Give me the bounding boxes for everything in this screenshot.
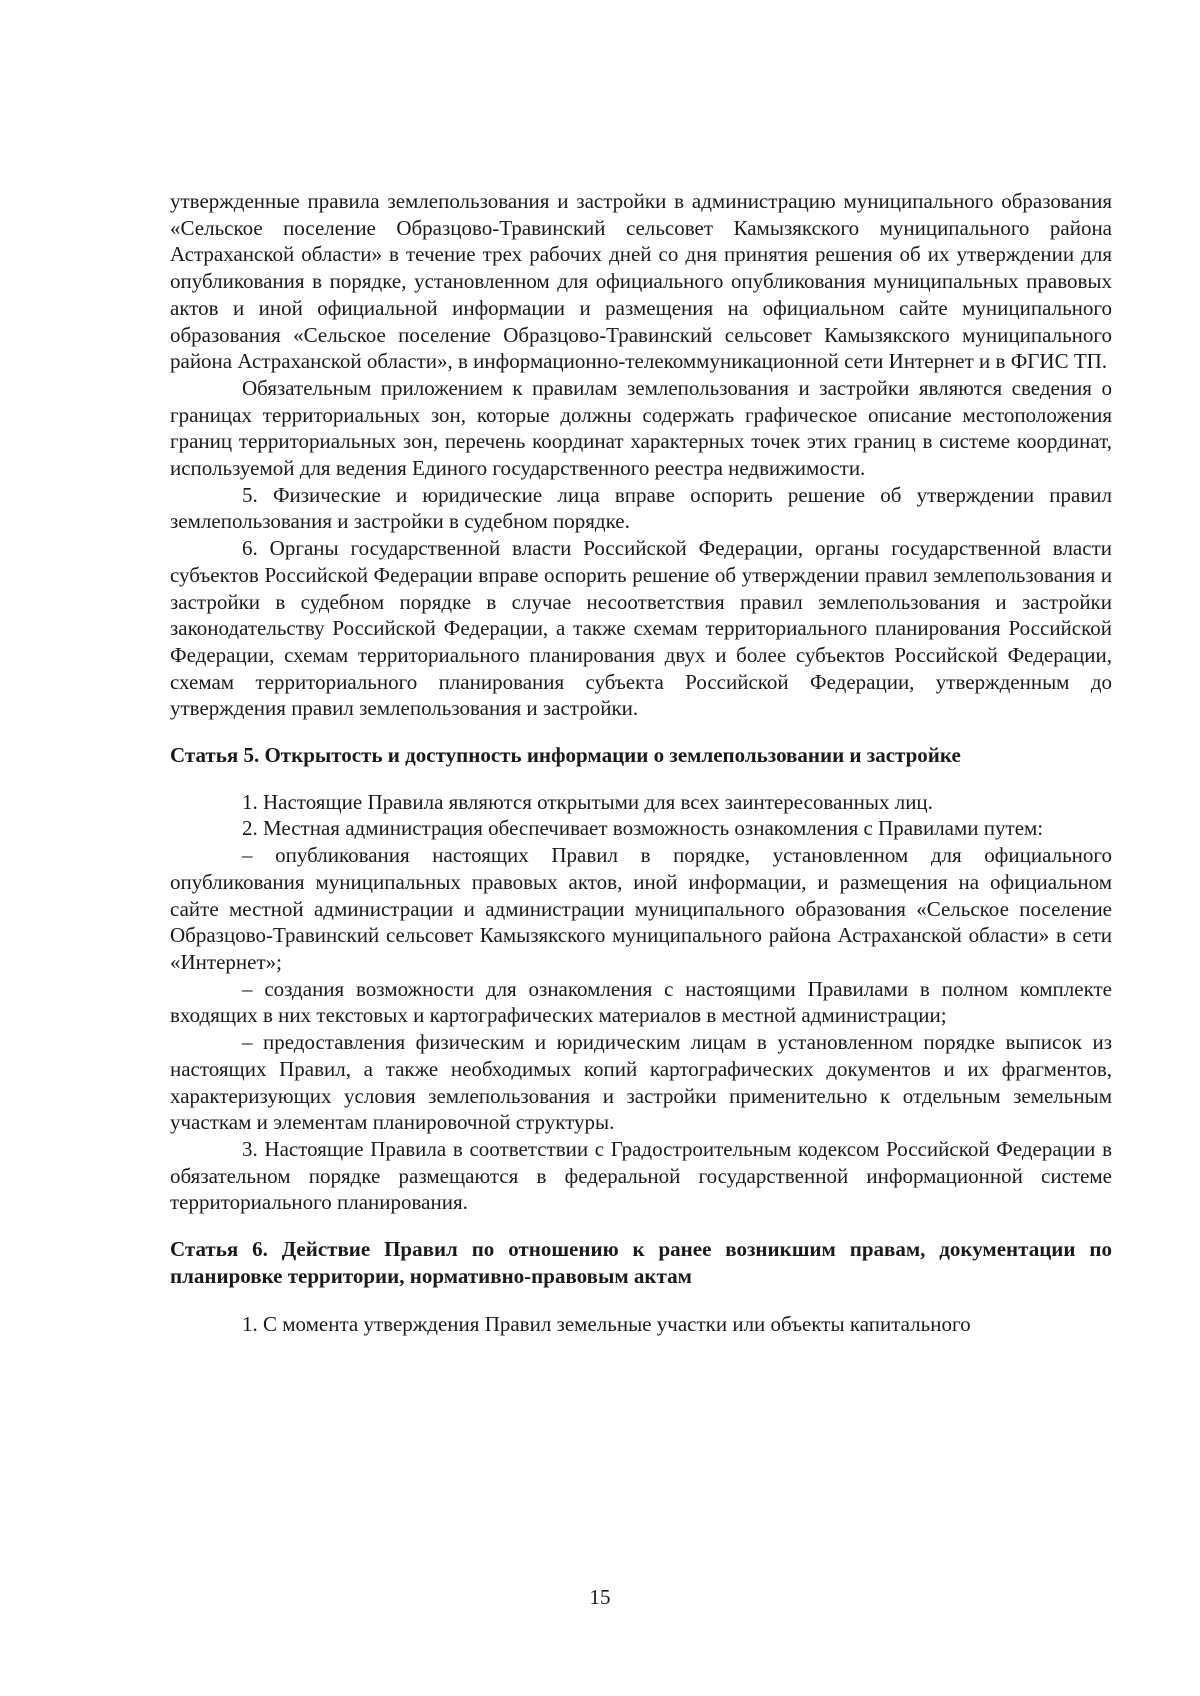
paragraph-approved-rules: утвержденные правила землепользования и застройки в администрацию муниципального образования «Сельское поселение Образцово-Травинский сельсовет Камызякского муниципального района Астраханской области» в течение трех рабочих дней со дня принятия решения об их утверждении для опубликования в порядке, установленном для официального опубликования муниципальных правовых актов и иной официальной информации и размещения на официальном сайте муниципального образования «Сельское поселение Образцово-Травинский сельсовет Камызякского муниципального района Астраханской области», в информационно-телекоммуникационной сети Интернет и в ФГИС ТП. bbox=[170, 189, 1112, 374]
article-6-heading: Статья 6. Действие Правил по отношению к ранее возникшим правам, документации по планировке территории, нормативно-правовым актам bbox=[170, 1237, 1112, 1288]
article-5-bullet-1: – опубликования настоящих Правил в порядке, установленном для официального опубликования муниципальных правовых актов, иной информации, и размещения на официальном сайте местной администрации и администрации муниципального образования «Сельское поселение Образцово-Травинский сельсовет Камызякского муниципального района Астраханской области» в сети «Интернет»; bbox=[170, 843, 1112, 974]
article-5-item-3: 3. Настоящие Правила в соответствии с Градостроительным кодексом Российской Федерации в обязательном порядке размещаются в федеральной государственной информационной системе территориального планирования. bbox=[170, 1136, 1112, 1215]
article-5-bullet-2: – создания возможности для ознакомления с настоящими Правилами в полном комплекте входящих в них текстовых и картографических материалов в местной администрации; bbox=[170, 976, 1112, 1028]
paragraph-item-6: 6. Органы государственной власти Российской Федерации, органы государственной власти субъектов Российской Федерации вправе оспорить решение об утверждении правил землепользования и застройки в судебном порядке в случае несоответствия правил землепользования и застройки законодательству Российской Федерации, а также схемам территориального планирования Российской Федерации, схемам территориального планирования двух и более субъектов Российской Федерации, схемам территориального планирования субъекта Российской Федерации, утвержденным до утверждения правил землепользования и застройки. bbox=[170, 536, 1112, 721]
article-5-heading: Статья 5. Открытость и доступность информации о землепользовании и застройке bbox=[170, 743, 961, 768]
article-5-item-1: 1. Настоящие Правила являются открытыми для всех заинтересованных лиц. bbox=[242, 789, 933, 814]
article-6-item-1: 1. С момента утверждения Правил земельные участки или объекты капитального bbox=[242, 1312, 971, 1337]
paragraph-item-5: 5. Физические и юридические лица вправе оспорить решение об утверждении правил землепользования и застройки в судебном порядке. bbox=[170, 482, 1112, 534]
page-number: 15 bbox=[589, 1585, 611, 1609]
article-5-bullet-3: – предоставления физическим и юридическим лицам в установленном порядке выписок из настоящих Правил, а также необходимых копий картографических документов и их фрагментов, характеризующих условия землепользования и застройки применительно к отдельным земельным участкам и элементам планировочной структуры. bbox=[170, 1030, 1112, 1135]
document-page bbox=[170, 188, 1112, 1338]
paragraph-mandatory-annex: Обязательным приложением к правилам землепользования и застройки являются сведения о границах территориальных зон, которые должны содержать графическое описание местоположения границ территориальных зон, перечень координат характерных точек этих границ в системе координат, используемой для ведения Единого государственного реестра недвижимости. bbox=[170, 375, 1112, 481]
article-5-item-2: 2. Местная администрация обеспечивает возможность ознакомления с Правилами путем: bbox=[242, 816, 1044, 841]
